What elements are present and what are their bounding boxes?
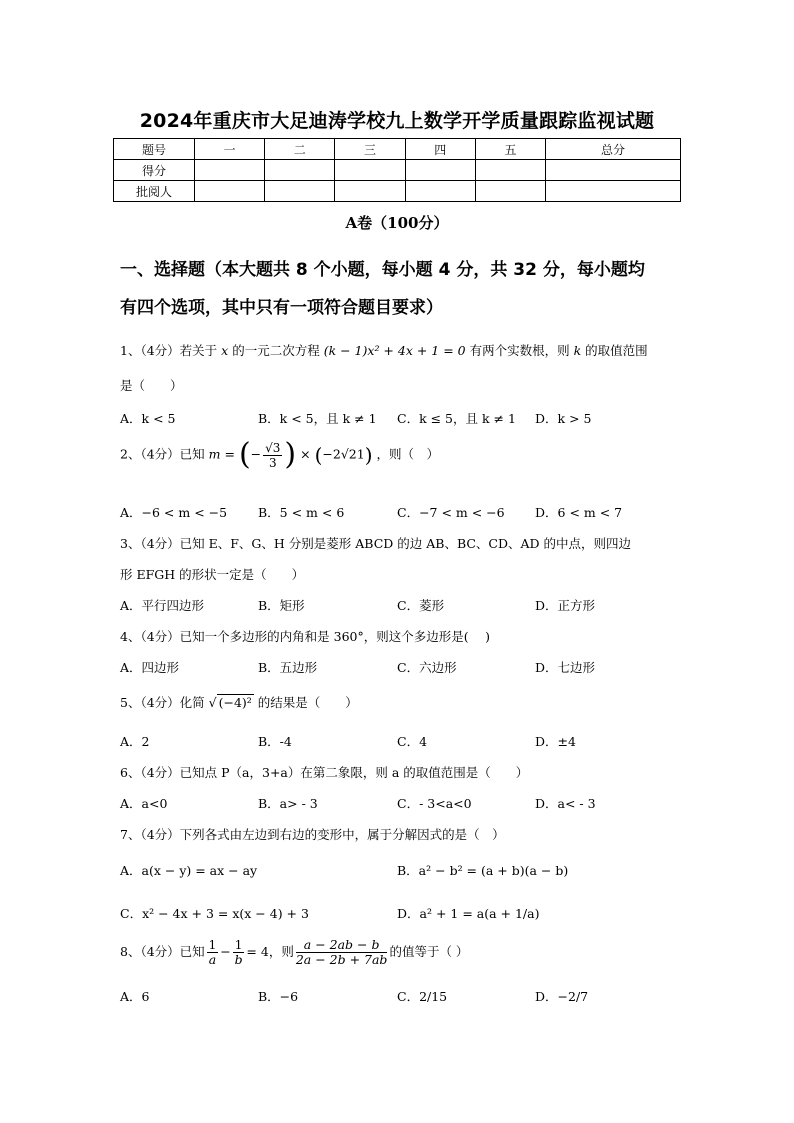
q2-fraction-den: 3 <box>268 455 277 470</box>
q5-option-b[interactable]: B．-4 <box>258 734 292 749</box>
q8-fraction-den: 2a − 2b + 7ab <box>295 952 388 967</box>
score-table-cell <box>405 181 475 202</box>
score-table-cell: 批阅人 <box>114 181 195 202</box>
q5-text: 5、（4分）化简 <box>120 695 205 710</box>
q8-text: 8、（4分）已知 <box>120 944 205 959</box>
q1-text: 有两个实数根，则 <box>469 343 570 358</box>
q8-option-a[interactable]: A．6 <box>120 989 150 1004</box>
q1-var-x: x <box>221 343 229 358</box>
score-table-cell <box>475 160 545 181</box>
q6-option-a[interactable]: A．a<0 <box>120 796 168 811</box>
score-table-cell: 得分 <box>114 160 195 181</box>
q7-option-b[interactable]: B．a² − b² = (a + b)(a − b) <box>397 863 569 878</box>
score-table-cell <box>335 181 405 202</box>
score-table-cell: 总分 <box>546 139 681 160</box>
q3-option-c[interactable]: C．菱形 <box>397 598 445 613</box>
q1-text: 的一元二次方程 <box>232 343 320 358</box>
q1-option-a[interactable]: A．k < 5 <box>120 411 176 426</box>
q2-var-m: m = <box>208 446 235 462</box>
score-table-cell <box>195 181 265 202</box>
q1-var-k: k <box>573 343 582 358</box>
score-table-cell: 题号 <box>114 139 195 160</box>
score-table-cell <box>265 160 335 181</box>
score-table <box>113 138 681 202</box>
q1-option-b[interactable]: B．k < 5，且 k ≠ 1 <box>258 411 377 426</box>
q1-option-c[interactable]: C．k ≤ 5，且 k ≠ 1 <box>397 411 516 426</box>
q6-option-b[interactable]: B．a> - 3 <box>258 796 318 811</box>
q2-fraction <box>263 441 282 470</box>
score-table-cell: 二 <box>265 139 335 160</box>
volume-heading: A卷（100分） <box>345 214 449 232</box>
q4-option-a[interactable]: A．四边形 <box>120 660 180 675</box>
q8-fraction-2 <box>233 938 245 967</box>
q3-option-d[interactable]: D．正方形 <box>535 598 596 613</box>
q1-option-d[interactable]: D．k > 5 <box>535 411 592 426</box>
q5-option-a[interactable]: A．2 <box>120 734 150 749</box>
score-table-cell <box>546 181 681 202</box>
paren-open: ( <box>238 437 251 472</box>
q1-text: 1、（4分）若关于 <box>120 343 218 358</box>
section-heading-line2: 有四个选项，其中只有一项符合题目要求） <box>120 298 443 318</box>
q6-option-d[interactable]: D．a< - 3 <box>535 796 596 811</box>
q8-fraction-num: a − 2ab − b <box>296 938 388 953</box>
question-1-stem-line2: 是（ ） <box>120 378 183 393</box>
q7-option-a[interactable]: A．a(x − y) = ax − ay <box>120 863 258 878</box>
score-table-cell <box>195 160 265 181</box>
score-table-row <box>114 160 681 181</box>
q8-text: = 4，则 <box>246 944 294 959</box>
score-table-cell <box>265 181 335 202</box>
q8-fraction-den: a <box>208 952 217 967</box>
paren-close: ) <box>284 437 297 472</box>
q8-fraction-1 <box>207 938 219 967</box>
score-table-cell: 一 <box>195 139 265 160</box>
q1-text: 的取值范围 <box>585 343 648 358</box>
q2-fraction-num: √3 <box>265 440 281 455</box>
q1-equation: (k − 1)x² + 4x + 1 = 0 <box>323 343 466 358</box>
q2-option-b[interactable]: B．5 < m < 6 <box>258 505 345 520</box>
q8-option-c[interactable]: C．2/15 <box>397 989 448 1004</box>
q7-option-c[interactable]: C．x² − 4x + 3 = x(x − 4) + 3 <box>120 906 309 921</box>
q8-fraction-den: b <box>234 952 243 967</box>
score-table-cell <box>405 160 475 181</box>
question-4-stem: 4、（4分）已知一个多边形的内角和是 360°，则这个多边形是( ) <box>120 629 490 644</box>
q7-option-d[interactable]: D．a² + 1 = a(a + 1/a) <box>397 906 540 921</box>
q5-radicand: (−4)² <box>218 695 252 710</box>
score-table-cell <box>475 181 545 202</box>
paren-close: ) <box>364 443 373 467</box>
score-table-cell: 三 <box>335 139 405 160</box>
question-3-stem-line2: 形 EFGH 的形状一定是（ ） <box>120 567 305 582</box>
question-2-stem: 2、（4分）已知 m = (− $\frac{√3}{3}$ ) × (−2√21) ，则（ ） <box>120 437 440 472</box>
q6-option-c[interactable]: C．- 3<a<0 <box>397 796 472 811</box>
q5-text: 的结果是（ ） <box>257 695 358 710</box>
q2-option-c[interactable]: C．−7 < m < −6 <box>397 505 505 520</box>
q2-times: × <box>300 446 311 462</box>
q8-fraction-3 <box>296 938 388 967</box>
score-table-header-row <box>114 139 681 160</box>
score-table-row <box>114 181 681 202</box>
question-8-stem: 8、（4分）已知 $\frac{1}{a}$ − $\frac{1}{b}$ = 4，则 $\frac{a - 2ab - b}{2a - 2b + 7ab}$ 的值等于（ ） <box>120 937 469 967</box>
q8-fraction-num: 1 <box>208 938 217 952</box>
q8-fraction-num: 1 <box>234 938 243 952</box>
question-6-stem: 6、（4分）已知点 P（a，3+a）在第二象限，则 a 的取值范围是（ ） <box>120 765 529 780</box>
q3-option-a[interactable]: A．平行四边形 <box>120 598 205 613</box>
question-1-stem <box>120 341 680 359</box>
q4-option-c[interactable]: C．六边形 <box>397 660 457 675</box>
q5-option-d[interactable]: D．±4 <box>535 734 576 749</box>
q2-text: ，则（ ） <box>376 446 440 462</box>
q3-option-b[interactable]: B．矩形 <box>258 598 305 613</box>
q2-text: 2、（4分）已知 <box>120 446 205 462</box>
q2-option-a[interactable]: A．−6 < m < −5 <box>120 505 228 520</box>
question-3-stem: 3、（4分）已知 E、F、G、H 分别是菱形 ABCD 的边 AB、BC、CD、AD 的中点，则四边 <box>120 536 632 551</box>
exam-title: 2024年重庆市大足迪涛学校九上数学开学质量跟踪监视试题 <box>139 110 655 132</box>
q8-option-d[interactable]: D．−2/7 <box>535 989 589 1004</box>
score-table-cell <box>546 160 681 181</box>
question-7-stem: 7、（4分）下列各式由左边到右边的变形中，属于分解因式的是（ ） <box>120 827 505 842</box>
q8-option-b[interactable]: B．−6 <box>258 989 299 1004</box>
q8-text: 的值等于（ ） <box>389 944 469 959</box>
question-5-stem <box>120 693 680 711</box>
score-table-cell: 五 <box>475 139 545 160</box>
q2-option-d[interactable]: D．6 < m < 7 <box>535 505 623 520</box>
score-table-cell: 四 <box>405 139 475 160</box>
q4-option-b[interactable]: B．五边形 <box>258 660 318 675</box>
section-heading-line1: 一、选择题（本大题共 8 个小题，每小题 4 分，共 32 分，每小题均 <box>120 260 645 280</box>
paren-open: ( <box>314 443 323 467</box>
q5-option-c[interactable]: C．4 <box>397 734 428 749</box>
score-table-cell <box>335 160 405 181</box>
sqrt-icon: √ <box>208 695 217 710</box>
q2-factor: −2√21 <box>322 446 365 462</box>
q4-option-d[interactable]: D．七边形 <box>535 660 596 675</box>
